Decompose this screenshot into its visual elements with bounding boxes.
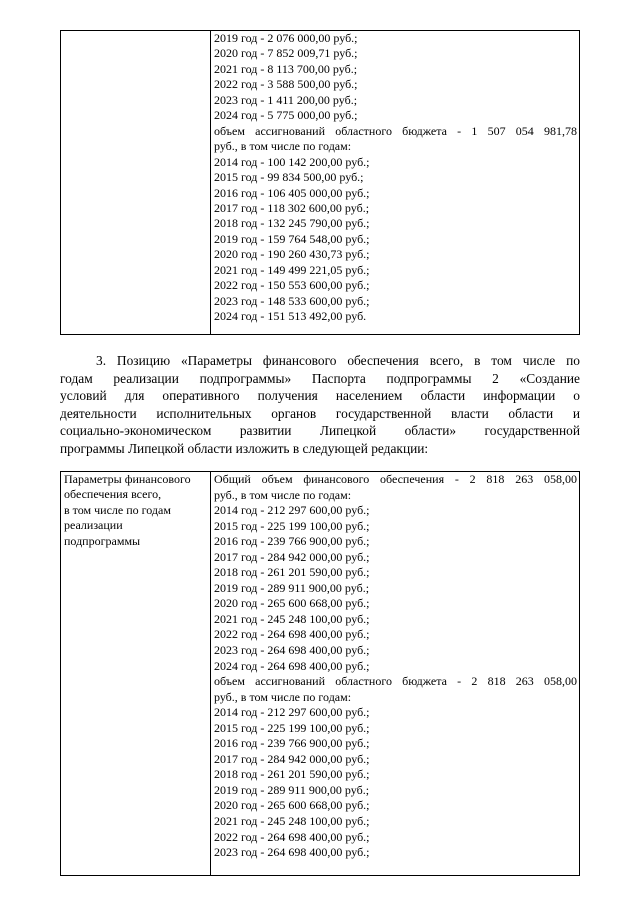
table-line: 2020 год - 265 600 668,00 руб.; bbox=[214, 596, 370, 611]
table-line: объем ассигнований областного бюджета - 2 818 263 058,00 bbox=[214, 674, 577, 689]
table-left-cell bbox=[61, 31, 211, 334]
paragraph-line: программы Липецкой области изложить в следующей редакции: bbox=[60, 440, 429, 456]
table-line: 2022 год - 3 588 500,00 руб.; bbox=[214, 77, 358, 92]
table-line: 2020 год - 7 852 009,71 руб.; bbox=[214, 46, 358, 61]
funding-table-continued bbox=[60, 30, 580, 335]
parameter-label-line: в том числе по годам bbox=[64, 502, 171, 517]
paragraph-line: деятельности исполнительных органов государственной власти области и bbox=[60, 405, 580, 421]
table-line: 2022 год - 264 698 400,00 руб.; bbox=[214, 829, 370, 844]
funding-parameters-table bbox=[60, 471, 580, 876]
table-line: 2017 год - 284 942 000,00 руб.; bbox=[214, 751, 370, 766]
paragraph-line: годам реализации подпрограммы» Паспорта подпрограммы 2 «Создание bbox=[60, 370, 580, 386]
table-line: 2023 год - 264 698 400,00 руб.; bbox=[214, 845, 370, 860]
table-right-cell bbox=[211, 31, 579, 334]
table-line: 2024 год - 151 513 492,00 руб. bbox=[214, 309, 367, 324]
table-line: объем ассигнований областного бюджета - 1 507 054 981,78 bbox=[214, 123, 577, 138]
table-right-cell bbox=[211, 472, 579, 875]
table-line: 2019 год - 159 764 548,00 руб.; bbox=[214, 231, 370, 246]
table-line: 2022 год - 264 698 400,00 руб.; bbox=[214, 627, 370, 642]
parameter-label-line: Параметры финансового bbox=[64, 472, 191, 486]
table-line: 2018 год - 261 201 590,00 руб.; bbox=[214, 767, 370, 782]
table-line: 2017 год - 284 942 000,00 руб.; bbox=[214, 549, 370, 564]
table-line: Общий объем финансового обеспечения - 2 818 263 058,00 bbox=[214, 472, 577, 486]
table-line: 2016 год - 106 405 000,00 руб.; bbox=[214, 185, 370, 200]
table-line: 2023 год - 1 411 200,00 руб.; bbox=[214, 92, 358, 107]
amendment-paragraph bbox=[60, 352, 580, 458]
table-line: 2021 год - 8 113 700,00 руб.; bbox=[214, 61, 358, 76]
table-line: 2022 год - 150 553 600,00 руб.; bbox=[214, 278, 370, 293]
parameter-label-line: обеспечения всего, bbox=[64, 487, 162, 502]
table-line: 2014 год - 212 297 600,00 руб.; bbox=[214, 503, 370, 518]
table-line: 2021 год - 245 248 100,00 руб.; bbox=[214, 814, 370, 829]
table-line: 2021 год - 245 248 100,00 руб.; bbox=[214, 611, 370, 626]
table-line: 2018 год - 132 245 790,00 руб.; bbox=[214, 216, 370, 231]
paragraph-line: 3. Позицию «Параметры финансового обеспечения всего, в том числе по bbox=[96, 353, 580, 368]
parameter-label-line: реализации bbox=[64, 518, 123, 533]
table-line: 2014 год - 212 297 600,00 руб.; bbox=[214, 705, 370, 720]
table-line: 2019 год - 289 911 900,00 руб.; bbox=[214, 580, 370, 595]
table-line: 2015 год - 225 199 100,00 руб.; bbox=[214, 518, 370, 533]
table-line: 2017 год - 118 302 600,00 руб.; bbox=[214, 200, 370, 215]
table-line: 2021 год - 149 499 221,05 руб.; bbox=[214, 262, 370, 277]
table-line: руб., в том числе по годам: bbox=[214, 487, 352, 502]
table-left-cell bbox=[61, 472, 211, 875]
table-line: 2018 год - 261 201 590,00 руб.; bbox=[214, 565, 370, 580]
table-line: 2020 год - 265 600 668,00 руб.; bbox=[214, 798, 370, 813]
paragraph-line: условий для оперативного получения населением области информации о bbox=[60, 388, 580, 404]
table-line: 2024 год - 264 698 400,00 руб.; bbox=[214, 658, 370, 673]
table-line: 2020 год - 190 260 430,73 руб.; bbox=[214, 247, 370, 262]
table-line: 2023 год - 264 698 400,00 руб.; bbox=[214, 643, 370, 658]
table-line: 2024 год - 5 775 000,00 руб.; bbox=[214, 108, 358, 123]
table-line: 2014 год - 100 142 200,00 руб.; bbox=[214, 154, 370, 169]
table-line: 2016 год - 239 766 900,00 руб.; bbox=[214, 736, 370, 751]
table-line: руб., в том числе по годам: bbox=[214, 139, 352, 154]
table-line: 2015 год - 225 199 100,00 руб.; bbox=[214, 720, 370, 735]
table-line: 2015 год - 99 834 500,00 руб.; bbox=[214, 170, 364, 185]
parameter-label-line: подпрограммы bbox=[64, 533, 141, 548]
table-line: 2019 год - 289 911 900,00 руб.; bbox=[214, 782, 370, 797]
table-line: 2019 год - 2 076 000,00 руб.; bbox=[214, 31, 358, 45]
table-line: 2023 год - 148 533 600,00 руб.; bbox=[214, 293, 370, 308]
table-line: руб., в том числе по годам: bbox=[214, 689, 352, 704]
paragraph-line: социально-экономическом развитии Липецкой области» государственной bbox=[60, 423, 580, 439]
table-line: 2016 год - 239 766 900,00 руб.; bbox=[214, 534, 370, 549]
